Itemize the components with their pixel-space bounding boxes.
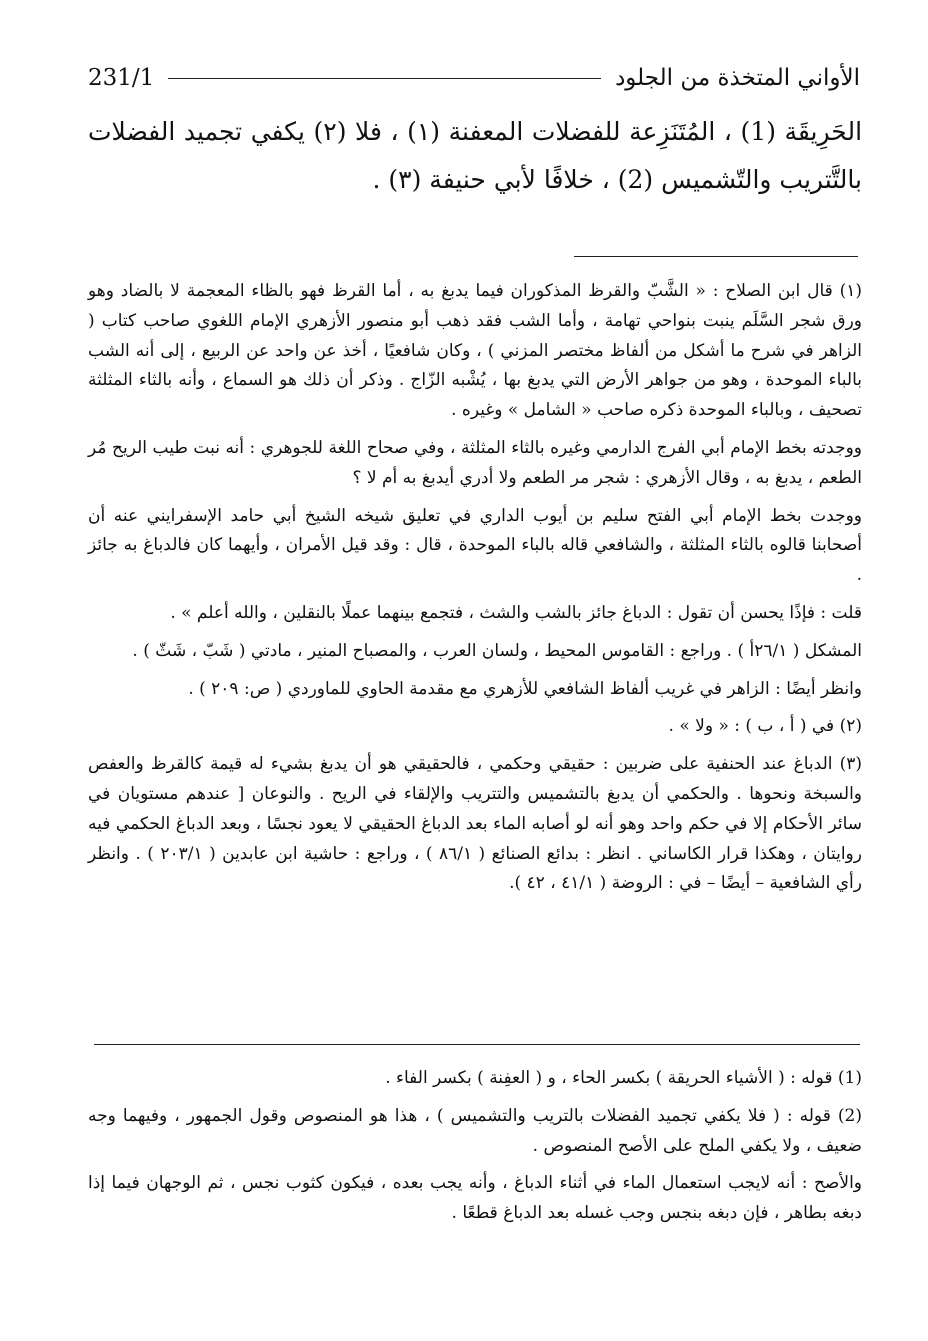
- commentary-separator: [94, 1044, 860, 1045]
- footnote-paragraph: قلت : فإذًا يحسن أن تقول : الدباغ جائز بالشب والشث ، فتجمع بينهما عملًا بالنقلين ، والله أعلم » .: [170, 602, 862, 623]
- page-number: 231/1: [88, 65, 155, 91]
- commentary-paragraph: (1) قوله : ( الأشياء الحريقة ) بكسر الحاء ، و ( العفِنة ) بكسر الفاء .: [385, 1068, 862, 1088]
- header-rule: [168, 78, 601, 79]
- main-text: الحَرِيقَة (1) ، المُتَنَزِعة للفضلات المعفنة (١) ، فلا (٢) يكفي تجميد الفضلات بالتَّتريب والتّشميس (2) ، خلافًا لأبي حنيفة (٣) .: [88, 117, 863, 194]
- editor-footnotes: [88, 277, 862, 907]
- commentary-paragraph: والأصح : أنه لايجب استعمال الماء في أثناء الدباغ ، وأنه يجب بعده ، فيكون كثوب نجس ، ثم الوجهان فيما إذا دبغه بطاهر ، فإن دبغه بنجس وجب غسله بعد الدباغ قطعًا .: [88, 1173, 862, 1224]
- running-title: الأواني المتخذة من الجلود: [615, 65, 860, 91]
- commentary-paragraph: (2) قوله : ( فلا يكفي تجميد الفضلات بالتريب والتشميس ) ، هذا هو المنصوص وقول الجمهور ، وفيهما وجه ضعيف ، ولا يكفي الملح على الأصح المنصوص .: [88, 1105, 862, 1156]
- footnote-paragraph: ووجدته بخط الإمام أبي الفرج الدارمي وغيره بالثاء المثلثة ، وفي صحاح اللغة للجوهري : أنه نبت طيب الريح مُر الطعم ، يدبغ به ، وقال الأزهري : شجر مر الطعم ولا أدري أيدبغ به أم لا ؟: [88, 437, 862, 488]
- footnote-paragraph: ووجدت بخط الإمام أبي الفتح سليم بن أيوب الداري في تعليق شيخه الشيخ أبي حامد الإسفرايني عنه أن أصحابنا قالوه بالثاء المثلثة ، والشافعي قاله بالباء الموحدة ، قال : وقد قيل الأمران ، وأيهما كان فالدباغ به جائز .: [88, 505, 862, 586]
- page-header: [88, 58, 860, 98]
- footnote-paragraph: وانظر أيضًا : الزاهر في غريب ألفاظ الشافعي للأزهري مع مقدمة الحاوي للماوردي ( ص: ٢٠٩ ) .: [188, 678, 862, 699]
- footnote-paragraph: (١) قال ابن الصلاح : « الشَّبّ والقرظ المذكوران فيما يدبغ به ، أما القرظ فهو بالظاء المعجمة لا بالضاد وهو ورق شجر السَّلَم ينبت بنواحي تهامة ، وأما الشب فقد ذهب أبو منصور الأزهري الإمام اللغوي صاحب كتاب ( الزاهر في شرح ما أشكل من ألفاظ مختصر المزني ) ، وكان شافعيًا ، أخذ عن واحد عن الربيع ، إلى أنه الشب بالباء الموحدة ، وهو من جواهر الأرض التي يدبغ بها ، يُشْبه الزّاج . وذكر أن ذلك هو السماع ، وأنه بالثاء المثلثة تصحيف ، وبالباء الموحدة ذكره صاحب « الشامل » وغيره .: [88, 281, 862, 421]
- footnote-paragraph: (٢) في ( أ ، ب ) : « ولا » .: [668, 716, 862, 737]
- footnote-paragraph: المشكل ( ٢٦/١أ ) . وراجع : القاموس المحيط ، ولسان العرب ، والمصباح المنير ، مادتي ( شَبّ ، شَثّ ) .: [132, 640, 862, 661]
- commentary-footnotes: [88, 1064, 862, 1237]
- footnote-paragraph: (٣) الدباغ عند الحنفية على ضربين : حقيقي وحكمي ، فالحقيقي هو أن يدبغ بشيء له قيمة كالقرظ والعفص والسبخة ونحوها . والحكمي أن يدبغ بالتشميس والتتريب والإلقاء في الريح . والنوعان [ عندهم مستويان في سائر الأحكام إلا في حكم واحد وهو أنه لو أصابه الماء بعد الدباغ الحقيقي لا يعود نجسًا ، وبعد الدباغ الحكمي فيه روايتان ، وهكذا قرار الكاساني . انظر : بدائع الصنائع ( ٨٦/١ ) ، وراجع : حاشية ابن عابدين ( ٢٠٣/١ ) . وانظر رأي الشافعية – أيضًا – في : الروضة ( ٤١/١ ، ٤٢ ).: [88, 754, 862, 894]
- footnote-separator: [574, 256, 858, 257]
